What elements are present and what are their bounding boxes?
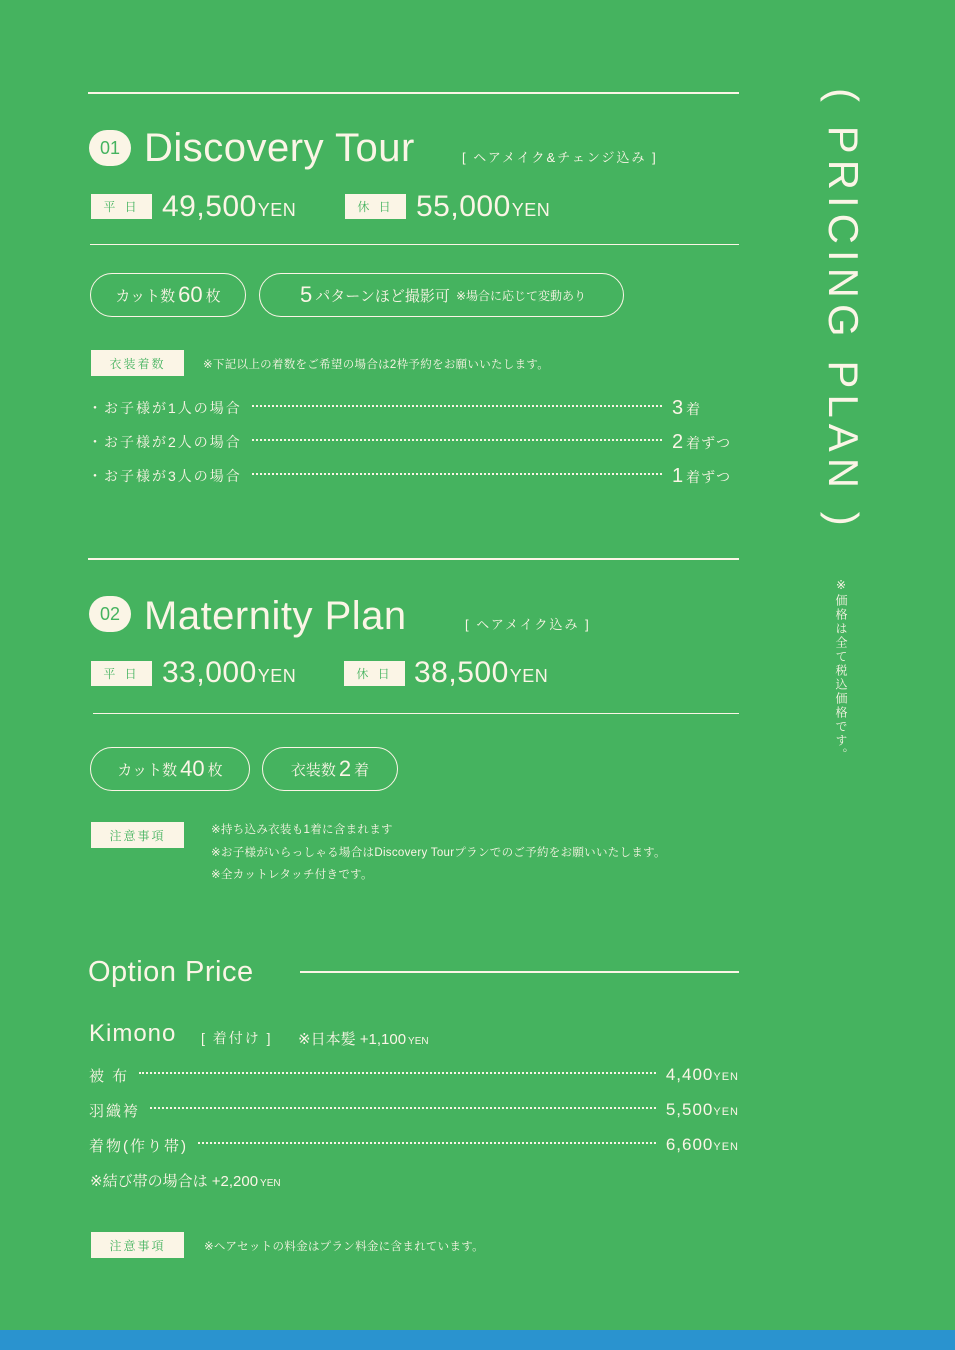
obi-note: ※結び帯の場合は +2,200 YEN — [90, 1173, 281, 1190]
kimono-title: Kimono — [89, 1020, 177, 1047]
holiday-price: 55,000YEN — [416, 190, 551, 223]
shooting-patterns-pill: 5 パターンほど撮影可 ※場合に応じて変動あり — [259, 273, 624, 317]
top-divider — [88, 92, 739, 94]
costume-count-pill: 衣装数 2 着 — [262, 747, 398, 791]
plan-title: Maternity Plan — [144, 594, 407, 638]
option-divider — [300, 971, 739, 973]
option-price-title: Option Price — [88, 956, 254, 988]
pricing-plan-title: ( PRICING PLAN ) — [820, 88, 867, 532]
notice-line: ※お子様がいらっしゃる場合はDiscovery Tourプランでのご予約をお願いいたします。 — [211, 847, 666, 859]
costume-row: ・お子様が3人の場合 1 着ずつ — [88, 464, 732, 487]
cut-count-pill: カット数 40 枚 — [90, 747, 250, 791]
holiday-tag: 休 日 — [345, 194, 406, 219]
option-row: 羽織袴 5,500YEN — [89, 1100, 739, 1120]
kimono-subtitle: [ 着付け ] — [201, 1030, 273, 1046]
plan-divider — [93, 713, 739, 714]
holiday-price: 38,500YEN — [414, 656, 549, 689]
plan-divider — [90, 244, 739, 245]
holiday-tag: 休 日 — [344, 661, 405, 686]
plan-includes-note: [ ヘアメイク込み ] — [465, 617, 591, 632]
weekday-tag: 平 日 — [91, 661, 152, 686]
option-row: 着物(作り帯) 6,600YEN — [89, 1135, 739, 1155]
notice-line: ※全カットレタッチ付きです。 — [211, 869, 373, 881]
plan-number-badge: 01 — [89, 130, 131, 166]
nihongami-extra: ※日本髪 +1,100 YEN — [298, 1031, 429, 1048]
costume-row: ・お子様が1人の場合 3 着 — [88, 396, 702, 419]
notice-tag: 注意事項 — [91, 822, 184, 848]
plan-title: Discovery Tour — [144, 126, 415, 170]
plan-includes-note: [ ヘアメイク&チェンジ込み ] — [462, 150, 658, 165]
option-row: 被 布 4,400YEN — [89, 1065, 739, 1085]
weekday-price: 33,000YEN — [162, 656, 297, 689]
plan-number-badge: 02 — [89, 596, 131, 632]
costume-note: ※下記以上の着数をご希望の場合は2枠予約をお願いいたします。 — [203, 359, 550, 371]
notice-line: ※持ち込み衣装も1着に含まれます — [211, 824, 393, 836]
tax-note: ※価格は全て税込価格です。 — [834, 578, 848, 762]
cut-count-pill: カット数 60 枚 — [90, 273, 246, 317]
hairset-notice: ※ヘアセットの料金はプラン料金に含まれています。 — [204, 1241, 484, 1253]
bottom-bar — [0, 1330, 955, 1350]
weekday-tag: 平 日 — [91, 194, 152, 219]
weekday-price: 49,500YEN — [162, 190, 297, 223]
notice-tag: 注意事項 — [91, 1232, 184, 1258]
costume-row: ・お子様が2人の場合 2 着ずつ — [88, 430, 732, 453]
section-divider — [88, 558, 739, 560]
costume-count-tag: 衣装着数 — [91, 350, 184, 376]
